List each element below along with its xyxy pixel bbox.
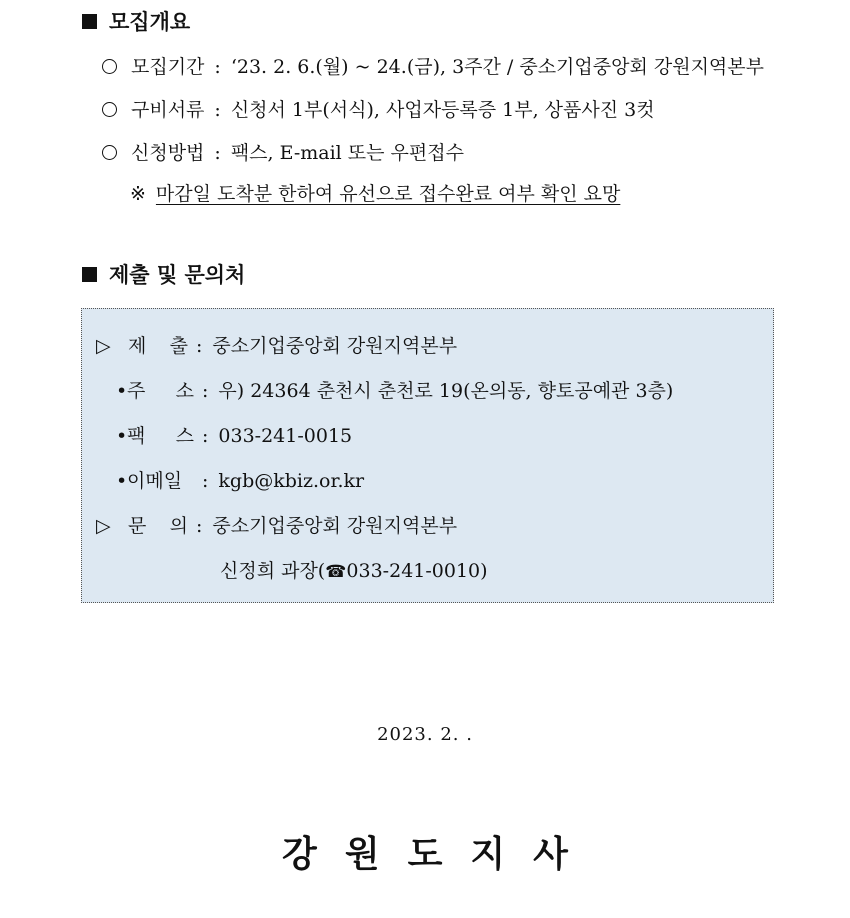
recruit-period-value: ‘23. 2. 6.(월) ~ 24.(금), 3주간 / 중소기업중앙회 강원지역본부 [230, 56, 764, 78]
contact-heading-text: 제출 및 문의처 [109, 263, 246, 287]
contact-fax-row [116, 421, 352, 448]
contact-fax-value: 033-241-0015 [218, 425, 353, 447]
dot-bullet-icon: • [116, 470, 128, 492]
square-bullet-icon [82, 267, 97, 282]
contact-submit-label: 제 출 [128, 335, 188, 357]
recruit-period-row [102, 52, 764, 79]
contact-inquiry-value: 중소기업중앙회 강원지역본부 [212, 515, 458, 537]
dot-bullet-icon: • [116, 380, 128, 402]
recruit-note-text: 마감일 도착분 한하여 유선으로 접수완료 여부 확인 요망 [155, 183, 621, 205]
dot-bullet-icon: • [116, 425, 128, 447]
recruit-period-label: 모집기간 [131, 56, 205, 78]
circle-bullet-icon [102, 102, 117, 117]
contact-section-heading [82, 259, 245, 289]
contact-info-box [81, 308, 774, 603]
reference-mark-icon: ※ [130, 183, 146, 205]
colon: : [196, 515, 203, 537]
recruit-heading-text: 모집개요 [109, 10, 191, 34]
colon: : [202, 470, 209, 492]
document-date: 2023. 2. . [377, 724, 473, 745]
contact-person-name: 신정희 과장( [220, 560, 326, 582]
colon: : [214, 142, 221, 164]
recruit-note-row [130, 179, 620, 206]
contact-person-phone: 033-241-0010) [346, 560, 488, 582]
contact-inquiry-label: 문 의 [128, 515, 188, 537]
recruit-documents-row [102, 95, 655, 122]
contact-email-row [116, 466, 364, 493]
triangle-marker-icon: ▷ [96, 515, 111, 537]
recruit-method-row [102, 138, 464, 165]
contact-submit-row [96, 331, 457, 358]
issuing-organization: 강원도지사 [282, 834, 596, 875]
colon: : [202, 380, 209, 402]
recruit-method-value: 팩스, E-mail 또는 우편접수 [230, 142, 464, 164]
contact-person-row [220, 556, 488, 583]
contact-fax-label: 팩 스 [127, 425, 194, 447]
circle-bullet-icon [102, 145, 117, 160]
triangle-marker-icon: ▷ [96, 335, 111, 357]
colon: : [214, 56, 221, 78]
contact-inquiry-row [96, 511, 457, 538]
colon: : [202, 425, 209, 447]
circle-bullet-icon [102, 59, 117, 74]
recruit-method-label: 신청방법 [131, 142, 205, 164]
colon: : [196, 335, 203, 357]
recruit-section-heading [82, 6, 190, 36]
contact-address-row [116, 376, 673, 403]
contact-address-value: 우) 24364 춘천시 춘천로 19(온의동, 향토공예관 3층) [218, 380, 674, 402]
recruit-documents-value: 신청서 1부(서식), 사업자등록증 1부, 상품사진 3컷 [230, 99, 655, 121]
recruit-documents-label: 구비서류 [131, 99, 205, 121]
contact-email-label: 이메일 [127, 470, 183, 492]
contact-email-value[interactable]: kgb@kbiz.or.kr [218, 470, 365, 492]
contact-submit-value: 중소기업중앙회 강원지역본부 [212, 335, 458, 357]
telephone-icon: ☎ [325, 562, 347, 582]
colon: : [214, 99, 221, 121]
contact-address-label: 주 소 [127, 380, 194, 402]
square-bullet-icon [82, 14, 97, 29]
